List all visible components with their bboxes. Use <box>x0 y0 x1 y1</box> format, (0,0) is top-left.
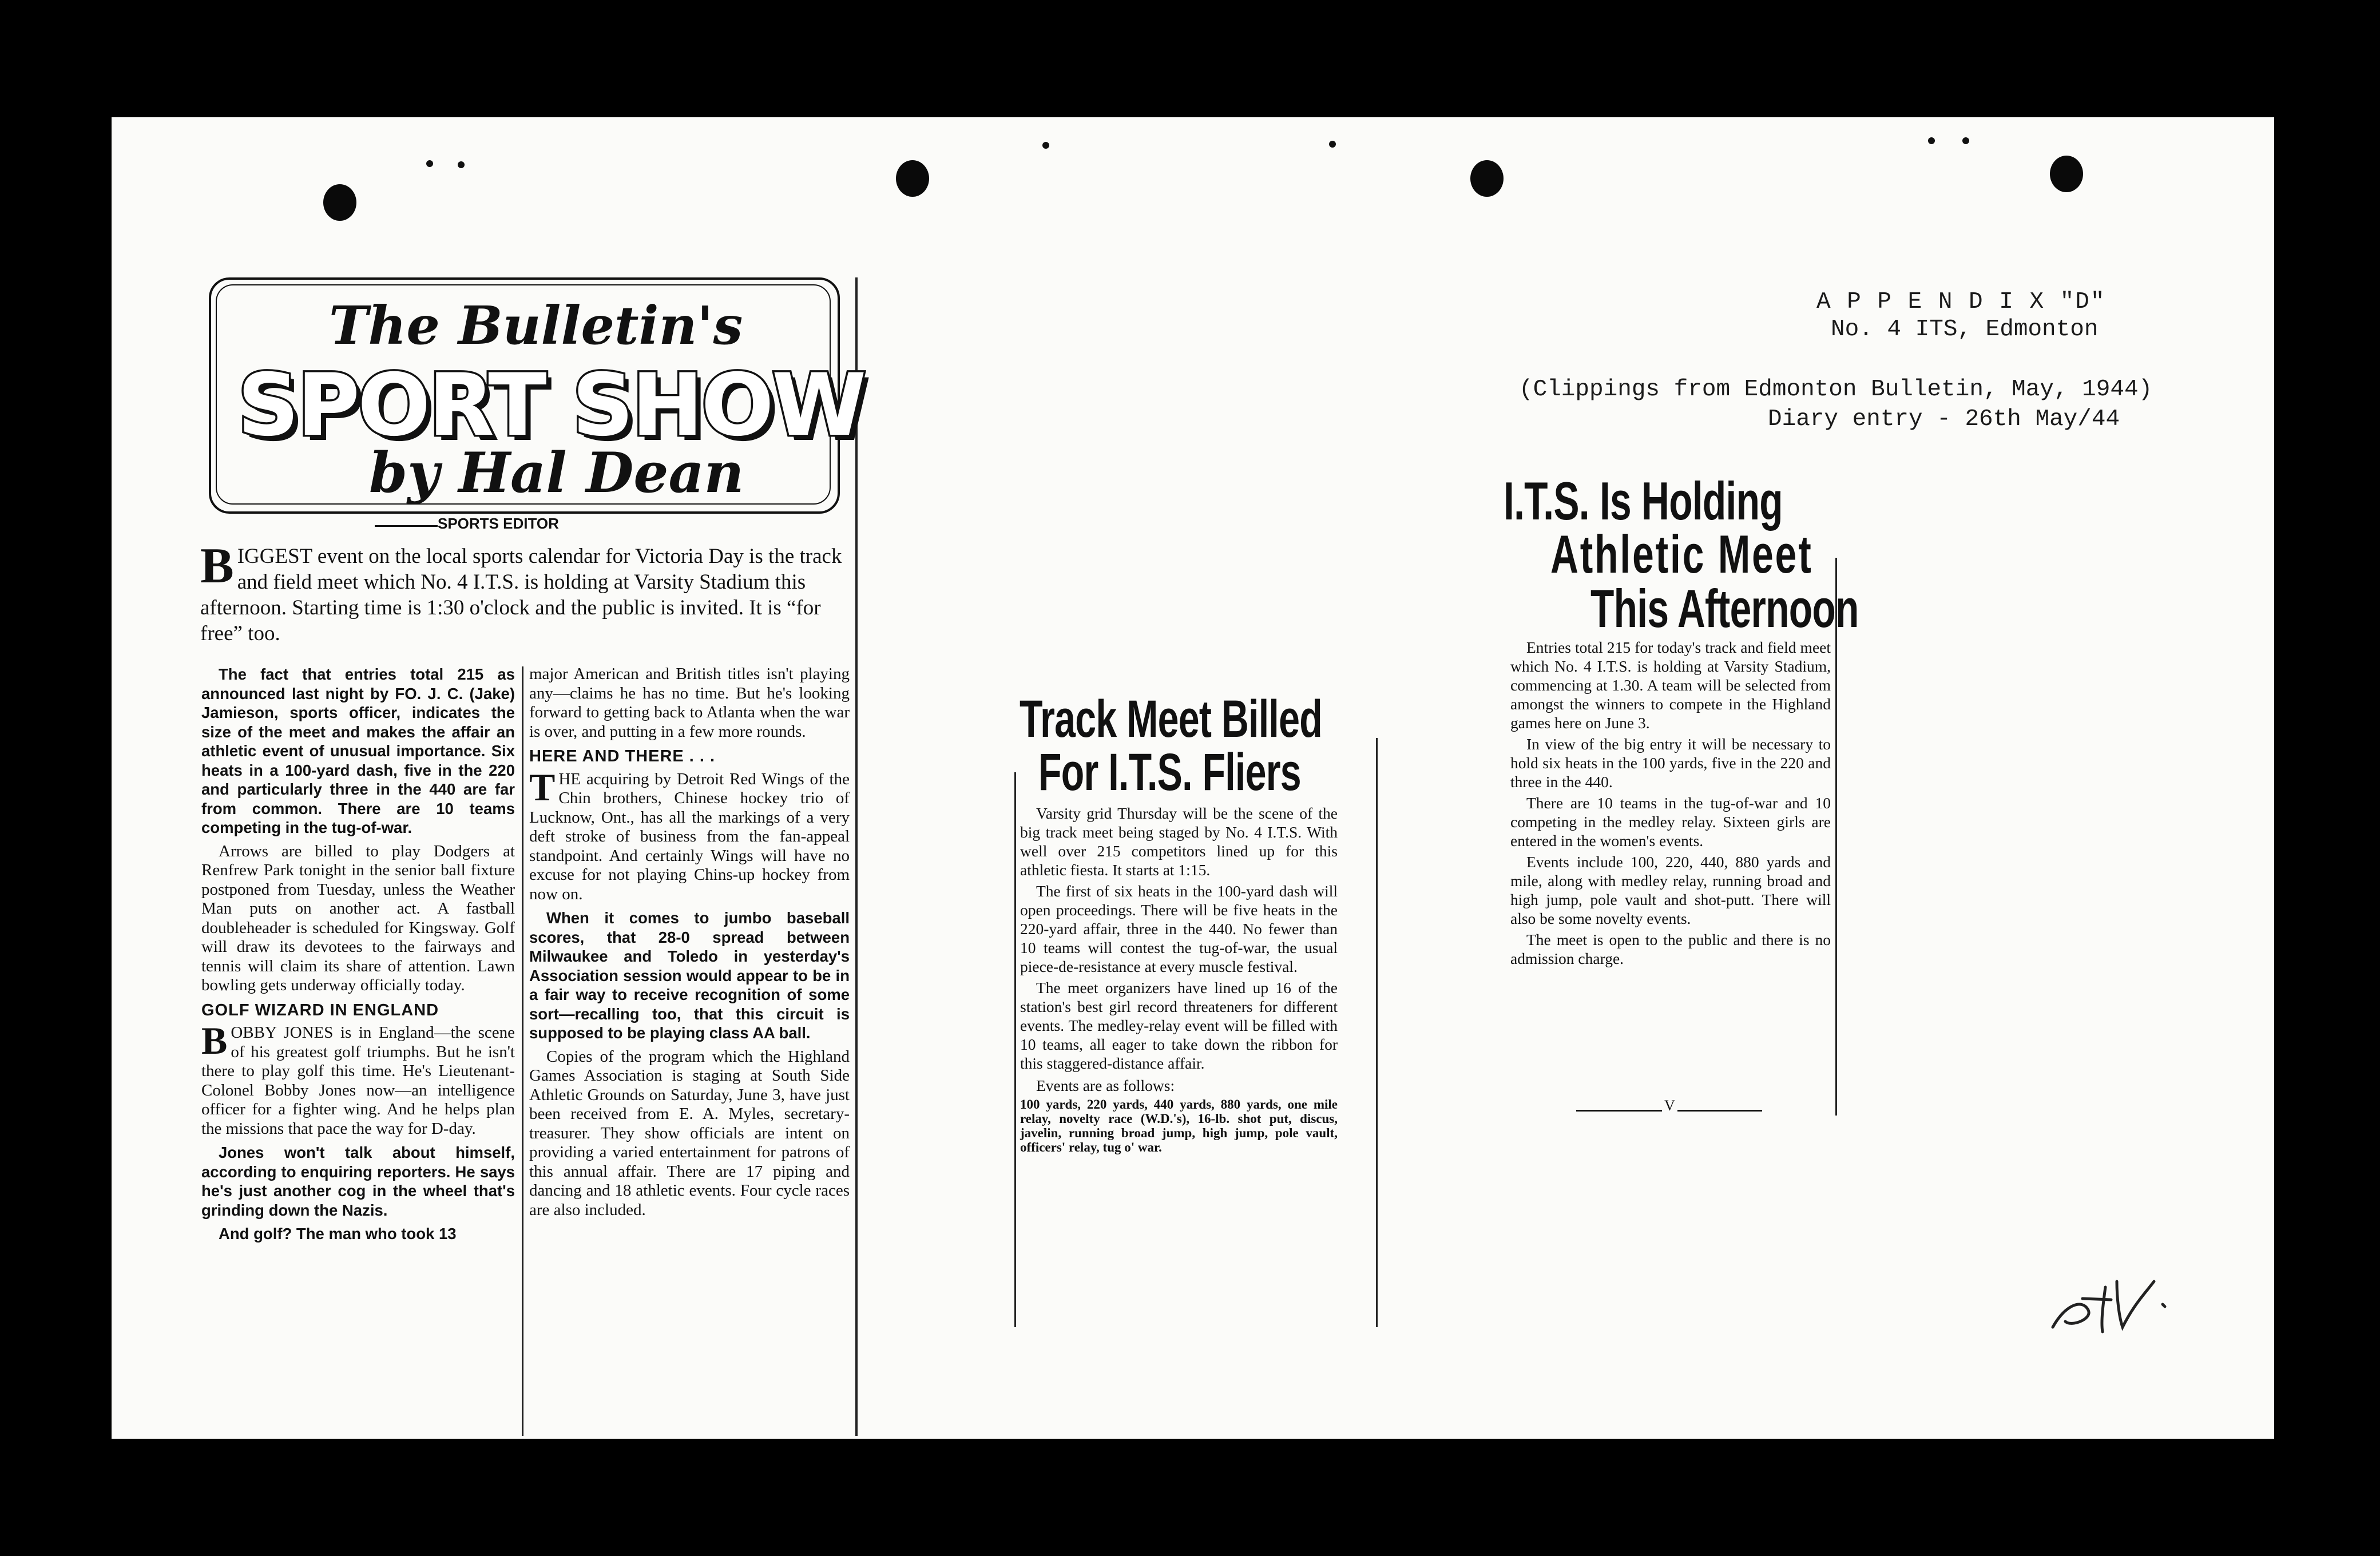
clip1-left-column <box>201 665 515 1248</box>
clip2-paragraph: Varsity grid Thursday will be the scene of the big track meet being staged by No. 4 I.T.S. With well over 215 competitors lined up for this athletic fiesta. It starts at 1:15. <box>1020 804 1338 879</box>
clip2-right-border <box>1376 738 1378 1327</box>
punch-hole <box>2050 156 2083 192</box>
clip3-headline-line1: I.T.S. Is Holding <box>1504 471 1783 531</box>
speck <box>1042 142 1049 149</box>
clip3-headline-line2: Athletic Meet <box>1550 524 1813 584</box>
masthead-sport-show: SPORT SHOW <box>237 356 864 455</box>
clip2-headline-line2: For I.T.S. Fliers <box>1038 743 1301 801</box>
masthead-byline: by Hal Dean <box>369 440 744 505</box>
byline-rule <box>375 525 438 527</box>
speck <box>1329 141 1336 148</box>
lead-dropcap: B <box>200 538 234 594</box>
clip2-headline-line1: Track Meet Billed <box>1020 690 1322 748</box>
clip3-paragraph: Entries total 215 for today's track and field meet which No. 4 I.T.S. is holding at Varsity Stadium, commencing at 1.30. A team will be selected from amongst the winners to compete in the Highland games here on June 3. <box>1510 638 1831 732</box>
clip2-paragraph: The first of six heats in the 100-yard dash will open proceedings. There will be five heats in the 220-yard affair, three in the 440. No fewer than 10 teams will contest the tug-of-war, the usual piece-de-resistance at every muscle festival. <box>1020 882 1338 975</box>
sports-editor-label: SPORTS EDITOR <box>438 515 559 532</box>
speck <box>426 160 433 167</box>
clip2-body <box>1020 804 1338 1157</box>
punch-hole <box>1470 160 1504 197</box>
clip1-right-column <box>529 665 850 1224</box>
clip3-paragraph: In view of the big entry it will be necessary to hold six heats in the 100 yards, five in the 220 and three in the 440. <box>1510 735 1831 791</box>
dropcap: T <box>529 765 556 809</box>
clip3-paragraph: The meet is open to the public and there is no admission charge. <box>1510 931 1831 967</box>
clip3-paragraph: There are 10 teams in the tug-of-war and 10 competing in the medley relay. Sixteen girls are entered in the women's events. <box>1510 794 1831 850</box>
appendix-unit: No. 4 ITS, Edmonton <box>1831 316 2099 343</box>
speck <box>1962 137 1969 144</box>
clip2-left-border <box>1014 772 1016 1327</box>
clip1-column-divider <box>522 666 523 1436</box>
left-paragraph: And golf? The man who took 13 <box>219 1225 457 1243</box>
clip3-headline-line3: This Afternoon <box>1590 578 1859 638</box>
masthead-title: The Bulletin's <box>329 295 743 356</box>
punch-hole <box>896 160 929 197</box>
speck <box>458 161 465 168</box>
clip3-body <box>1510 638 1831 970</box>
speck <box>1928 137 1935 144</box>
clip2-paragraph: The meet organizers have lined up 16 of the station's best girl record threateners for different events. The medley-relay event will be filled with 10 teams, all eager to take down the ribbon for this staggered-distance affair. <box>1020 979 1338 1072</box>
punch-hole <box>323 184 356 221</box>
dropcap: B <box>201 1019 228 1062</box>
appendix-source: (Clippings from Edmonton Bulletin, May, 1944) <box>1519 376 2153 403</box>
section-heading: HERE AND THERE . . . <box>529 747 716 765</box>
right-paragraph: When it comes to jumbo baseball scores, that 28-0 spread between Milwaukee and Toledo in yesterday's Association session would appear to be in a fair way to receive recognition of some sort—recalling too, that this circuit is supposed to be playing class AA ball. <box>529 909 850 1042</box>
clip3-end-mark: V <box>1662 1097 1677 1114</box>
clip3-paragraph: Events include 100, 220, 440, 880 yards and mile, along with medley relay, running broad and high jump, pole vault and shot-putt. There will also be some novelty events. <box>1510 853 1831 927</box>
handwritten-initials <box>2048 1264 2185 1339</box>
left-paragraph: Jones won't talk about himself, according to enquiring reporters. He says he's just another cog in the wheel that's grinding down the Nazis. <box>201 1144 515 1219</box>
clip2-paragraph: Events are as follows: <box>1036 1077 1175 1094</box>
left-paragraph: BOBBY JONES is in England—the scene of his greatest golf triumphs. But he isn't there to play golf this time. He's Lieutenant-Colonel Bobby Jones now—an intelligence officer for a fighter wing. And he helps plan the missions that pace the way for D-day. <box>201 1019 515 1138</box>
right-paragraph: Copies of the program which the Highland Games Association is staging at South Side Athletic Grounds on Saturday, June 3, have just been received from E. A. Myles, secretary-treasurer. They show officials are intent on providing a varied entertainment for patrons of this annual affair. There are 17 piping and dancing and 18 athletic events. Four cycle races are also included. <box>529 1047 850 1219</box>
left-paragraph: Arrows are billed to play Dodgers at Renfrew Park tonight in the senior ball fixture postponed from Tuesday, unless the Weather Man puts on another act. A fastball doubleheader is scheduled for Kingsway. Golf will draw its devotees to the fairways and tennis will claim its share of attention. Lawn bowling gets underway officially today. <box>201 841 515 994</box>
clip2-events-list: 100 yards, 220 yards, 440 yards, 880 yards, one mile relay, novelty race (W.D.'s), 16-lb. shot put, discus, javelin, running broad jump, high jump, pole vault, officers' relay, tug o' war. <box>1020 1097 1338 1154</box>
lead-paragraph <box>200 538 850 646</box>
appendix-diary-entry: Diary entry - 26th May/44 <box>1768 406 2120 432</box>
appendix-title: A P P E N D I X "D" <box>1816 289 2106 315</box>
clip3-right-border <box>1835 558 1837 1116</box>
right-paragraph: THE acquiring by Detroit Red Wings of the Chin brothers, Chinese hockey trio of Lucknow, Ont., has all the markings of a very deft stroke of business from the fan-appeal standpoint. And certainly Wings will have no excuse for not playing Chins-up hockey from now on. <box>529 765 850 903</box>
right-paragraph: major American and British titles isn't playing any—claims he has no time. But he's looking forward to getting back to Atlanta when the war is over, and putting in a few more rounds. <box>529 665 850 741</box>
left-paragraph: The fact that entries total 215 as announced last night by FO. J. C. (Jake) Jamieson, sports officer, indicates the size of the meet and makes the affair an athletic event of unusual importance. Six heats in a 100-yard dash, five in the 220 and particularly three in the 440 are far from common. There are 10 teams competing in the tug-of-war. <box>201 665 515 836</box>
section-heading: GOLF WIZARD IN ENGLAND <box>201 1001 439 1019</box>
lead-text: IGGEST event on the local sports calendar for Victoria Day is the track and field meet which No. 4 I.T.S. is holding at Varsity Stadium this afternoon. Starting time is 1:30 o'clock and the public is invited. It is “for free” too. <box>200 545 842 645</box>
